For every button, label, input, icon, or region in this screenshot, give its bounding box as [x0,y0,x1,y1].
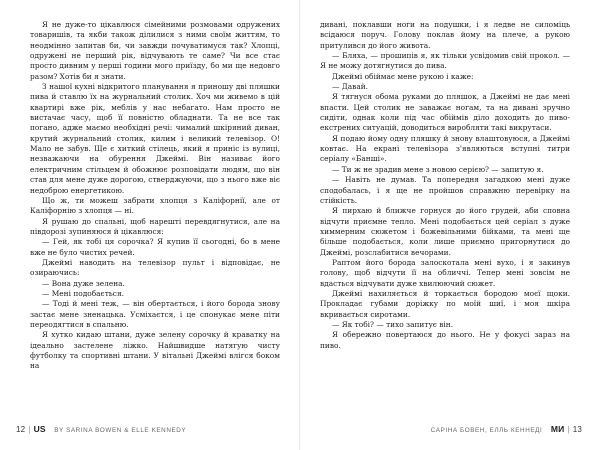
footer-divider: | [567,425,570,434]
paragraph: З нашої кухні відкритого планування я приношу дві пляшки пива й ставлю їх на журнальний столик. Хоч ми живемо в цій квартирі вже рік, меблів у нас небагато. Нам просто не вистачає часу, щоб її повністю обладнати. Та не все так погано, адже маємо необхідні речі: чималий шкіряний диван, крутий журнальний столик, килим і великий телевізор. О! Мало не забув. Ще є хиткий стілець, який я приніс із вулиці, незважаючи на обурення Джеймі. Він називає його електричним стільцем й обожнює розповідати людям, що він став для мене дуже дорогою, стверджуючи, що з нього вже віє недоброю енергетикою. [30,82,280,195]
author-line: САРІНА БОВЕН, ЕЛЛЬ КЕННЕДІ [430,427,543,434]
paragraph: — Гей, як тобі ця сорочка? Я купив її сьогодні, бо в мене вже не було чистих речей. [30,237,280,257]
paragraph: Я пирхаю й ближче горнуся до його грудей, аби сповна відчути приємне тепло. Мені подобається цей серіал з дуже химмерним сюжетом і божевільними бійками, та мені ще більше подобається, коли лише приємно пригорнутися до Джеймі, розслабитися вечорами. [320,206,570,257]
paragraph: Я хутко кидаю штани, дуже зелену сорочку й краватку на ідеально застелене ліжко. Найшвидше натягую чисту футболку та спортивні штани. У вітальні Джеймі влігся боком на [30,330,280,371]
paragraph: Я подаю йому одну пляшку й знову влаштовуюся, а Джеймі ковтає. На екрані телевізора з'являються вступні титри серіалу «Банші». [320,133,570,164]
paragraph: — Вона дуже зелена. [42,278,125,288]
paragraph: Джеймі нахиляється й торкається бородою моєї щоки. Прокладає губами доріжку по моїй шиї, і моя шкіра вкривається сиротами. [320,288,570,319]
paragraph: Я рушаю до спальні, щоб нарешті перевдягнутися, але на півдорозі зупиняюся й цікавлюся: [30,216,280,236]
paragraph: — Бляха, — прошипів я, як тільки усвідомив свій прокол. — Я не можу дотягнутися до пива. [320,51,570,71]
page-number: 12 [16,425,26,434]
paragraph: — Давай. [332,82,368,92]
paragraph: Я не дуже-то цікавлюся сімейними розмовами одружених товаришів, та якби також ділилися з ними своїм життям, то неодмінно запитав би, чи завжди почуватимуся так? Хлопці, одружені не перший рік, відчувають те саме? Чи все стає просто дивним у перші години мого приїзду, бо ми ще недовго разом? Хотів би я знати. [30,20,280,81]
paragraph: Джеймі обіймає мене рукою і каже: [332,71,474,81]
paragraph: Я обережно повертаюся до нього. Не у фокусі зараз на пиво. [320,330,570,350]
right-page-footer [431,424,582,434]
right-page-text [320,20,570,351]
paragraph: Джеймі наводить на телевізор пульт і відповідає, не озираючись: [30,257,280,278]
footer-divider [545,425,547,434]
paragraph: — Тоді й мені теж, — він обертається, і його борода знову застає мене зненацька. Усміхаєтся, і це спонукає мене піти переодягтися в спальню. [30,299,280,329]
footer-divider [49,425,51,434]
paragraph: — Ти ж не зрадив мене з новою серією? — запитую я. [332,164,544,174]
paragraph: — Навіть не думав. Та попередня загадкою мені дуже сподобалась, і я ще не пройшов справжню перевірку на стійкість. [320,175,570,205]
paragraph: Що ж, ти можеш забрати хлопця з Каліфорнії, але от Каліфорнію з хлопця — ні. [30,195,280,216]
book-title: US [33,424,46,434]
footer-divider: | [28,425,31,434]
paragraph: — Мені подобається. [42,288,124,298]
paragraph: дивані, поклавши ноги на подушки, і я ледве не силоміць всідаюся поруч. Голову поклав йому на плече, а рукою притулився до його живота. [320,20,570,50]
page-number: 13 [572,425,582,434]
paragraph: Раптом його борода залоскотала мені вухо, і я закинув голову, щоб відчути її на обличчі. Тепер мені зовсім не вдасться відчувати дуже хвилюючий сюжет. [320,257,570,288]
author-line: BY SARINA BOWEN & ELLE KENNEDY [54,427,187,434]
paragraph: — Як тобі? — тихо запитує він. [332,319,454,329]
left-page-text [30,20,280,372]
paragraph: Я тягнуся обома руками до пляшок, а Джеймі не дає мені впасти. Цей столик не заважає ногам, та на дивані зручно сидіти, однак коли під час обіймів діло доходить до пиво-екстрених ситуацій, доводиться виробляти такі викрутаси. [320,92,570,133]
left-page-footer [16,424,186,434]
book-title: МИ [550,424,565,434]
